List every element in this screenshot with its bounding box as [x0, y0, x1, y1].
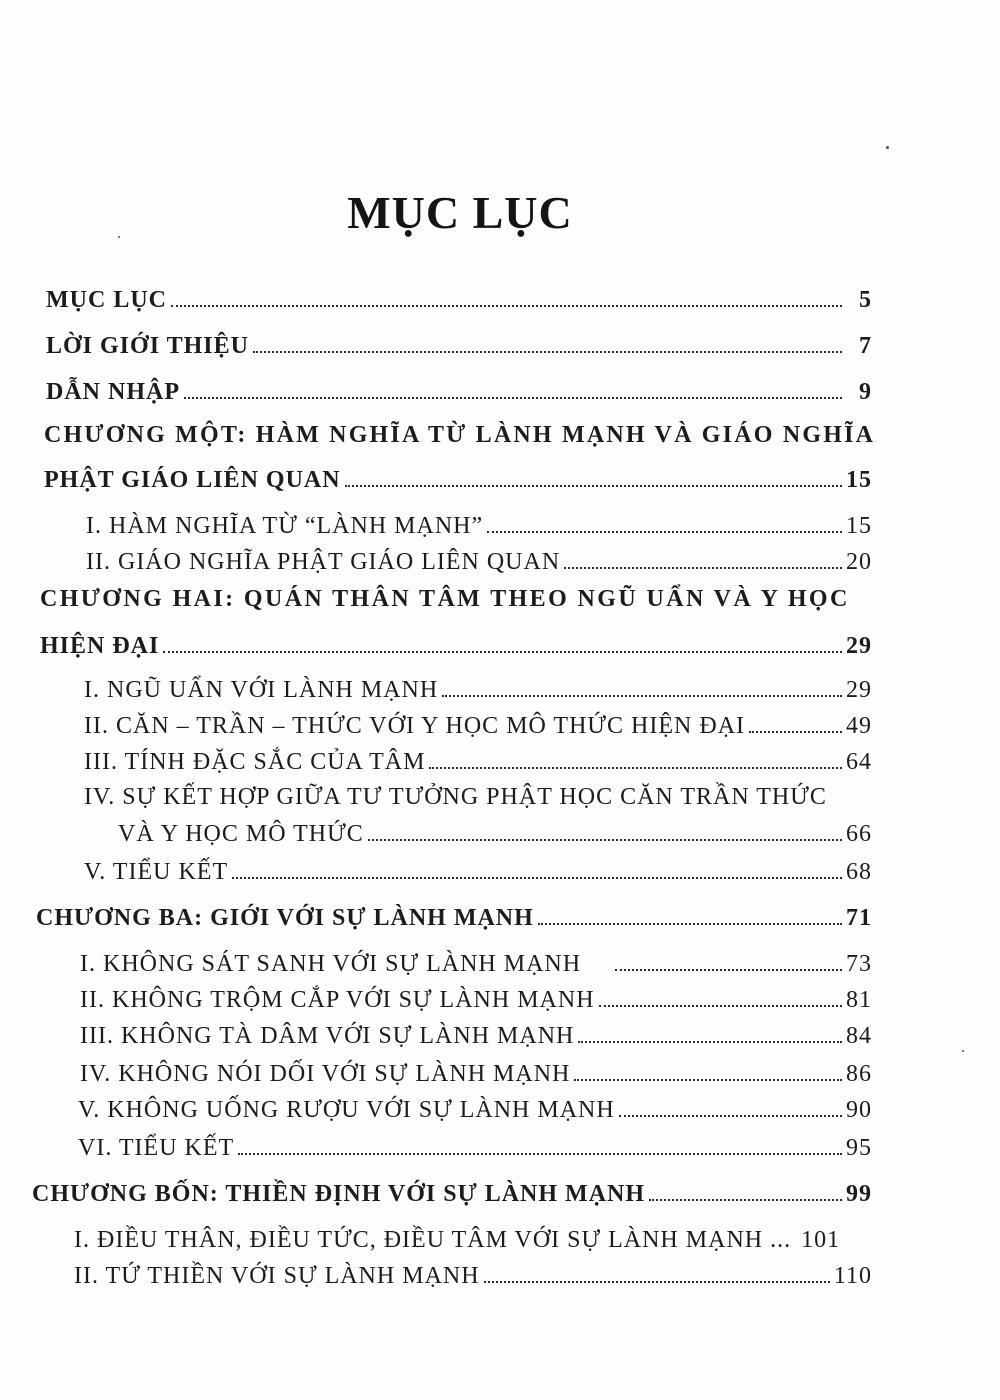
- toc-entry-title: I. NGŨ UẨN VỚI LÀNH MẠNH: [84, 677, 439, 703]
- toc-entry-title: V. KHÔNG UỐNG RƯỢU VỚI SỰ LÀNH MẠNH: [78, 1097, 615, 1123]
- toc-entry-title: II. TỨ THIỀN VỚI SỰ LÀNH MẠNH: [74, 1263, 480, 1289]
- toc-subentry[interactable]: [118, 814, 872, 848]
- dot-leader: [232, 877, 842, 879]
- toc-entry-page: 110: [833, 1263, 872, 1289]
- paper-speck: [962, 1050, 964, 1052]
- toc-subentry[interactable]: [80, 1016, 872, 1050]
- toc-subentry[interactable]: [78, 1090, 872, 1124]
- toc-entry-title: CHƯƠNG BA: GIỚI VỚI SỰ LÀNH MẠNH: [36, 905, 534, 931]
- toc-entry-page: 95: [846, 1135, 872, 1161]
- toc-subentry[interactable]: [78, 1128, 872, 1162]
- dot-leader: [564, 567, 842, 569]
- dot-leader: [238, 1153, 842, 1155]
- toc-subentry[interactable]: [84, 706, 872, 740]
- dot-leader: [368, 839, 842, 841]
- toc-entry-page: 90: [846, 1097, 872, 1123]
- toc-entry-loi-gioi-thieu[interactable]: [46, 326, 872, 360]
- paper-speck: [886, 146, 889, 149]
- toc-entry-title: I. HÀM NGHĨA TỪ “LÀNH MẠNH”: [86, 513, 484, 539]
- dot-leader: [171, 305, 842, 307]
- dot-leader: [429, 767, 842, 769]
- toc-entry-title: VÀ Y HỌC MÔ THỨC: [118, 821, 364, 847]
- toc-entry-page: 5: [859, 287, 872, 313]
- toc-entry-title: HIỆN ĐẠI: [40, 633, 160, 659]
- toc-subentry-line: IV. SỰ KẾT HỢP GIỮA TƯ TƯỞNG PHẬT HỌC CĂN TRẦN THỨC: [84, 784, 827, 810]
- dot-leader: [163, 651, 842, 653]
- dot-leader: [578, 1041, 842, 1043]
- toc-entry-page: 68: [846, 859, 872, 885]
- toc-entry-title: IV. KHÔNG NÓI DỐI VỚI SỰ LÀNH MẠNH: [80, 1061, 571, 1087]
- toc-entry-muc-luc[interactable]: [46, 280, 872, 314]
- dot-leader: [649, 1199, 842, 1201]
- toc-subentry[interactable]: [84, 670, 872, 704]
- toc-entry-page: 64: [846, 749, 872, 775]
- toc-entry-chuong-ba[interactable]: [36, 898, 872, 932]
- toc-subentry[interactable]: [84, 742, 872, 776]
- toc-entry-page: 29: [846, 677, 872, 703]
- toc-entry-page: 81: [846, 987, 872, 1013]
- toc-entry-title: CHƯƠNG BỐN: THIỀN ĐỊNH VỚI SỰ LÀNH MẠNH: [32, 1181, 646, 1207]
- toc-subentry[interactable]: [80, 1054, 872, 1088]
- paper-speck: [118, 236, 120, 238]
- toc-entry-page: 66: [846, 821, 872, 847]
- toc-entry-page: 49: [846, 713, 872, 739]
- toc-entry-page: 20: [846, 549, 872, 575]
- toc-entry-title: DẪN NHẬP: [46, 379, 180, 405]
- toc-subentry[interactable]: [74, 1256, 872, 1290]
- toc-entry-page: 73: [846, 951, 872, 977]
- toc-entry-title: PHẬT GIÁO LIÊN QUAN: [44, 467, 341, 493]
- toc-entry-title: I. ĐIỀU THÂN, ĐIỀU TỨC, ĐIỀU TÂM VỚI SỰ LÀNH MẠNH ...: [74, 1227, 792, 1253]
- toc-entry-chuong-bon[interactable]: [32, 1174, 872, 1208]
- toc-entry-title: III. TÍNH ĐẶC SẮC CỦA TÂM: [84, 749, 426, 775]
- toc-entry-page: 84: [846, 1023, 872, 1049]
- toc-chapter-heading-line: CHƯƠNG HAI: QUÁN THÂN TÂM THEO NGŨ UẨN VÀ Y HỌC: [40, 586, 850, 612]
- toc-subentry[interactable]: [86, 542, 872, 576]
- dot-leader: [345, 485, 842, 487]
- dot-leader: [615, 969, 842, 971]
- toc-entry-title: I. KHÔNG SÁT SANH VỚI SỰ LÀNH MẠNH: [80, 951, 582, 977]
- toc-entry-title: III. KHÔNG TÀ DÂM VỚI SỰ LÀNH MẠNH: [80, 1023, 575, 1049]
- toc-entry-title: II. CĂN – TRẦN – THỨC VỚI Y HỌC MÔ THỨC HIỆN ĐẠI: [84, 713, 746, 739]
- dot-leader: [574, 1079, 842, 1081]
- toc-entry-page: 86: [846, 1061, 872, 1087]
- toc-entry-dan-nhap[interactable]: [46, 372, 872, 406]
- dot-leader: [619, 1115, 842, 1117]
- toc-entry-page: 101: [801, 1227, 841, 1253]
- toc-entry-page: 29: [846, 633, 872, 659]
- toc-entry-chuong-mot[interactable]: [44, 460, 872, 494]
- dot-leader: [599, 1005, 842, 1007]
- dot-leader: [487, 531, 842, 533]
- toc-entry-page: 71: [846, 905, 872, 931]
- dot-leader: [538, 923, 842, 925]
- dot-leader: [253, 351, 842, 353]
- toc-entry-chuong-hai[interactable]: [40, 626, 872, 660]
- toc-entry-page: 99: [846, 1181, 872, 1207]
- dot-leader: [749, 731, 842, 733]
- page-title: MỤC LỤC: [347, 187, 573, 238]
- toc-entry-title: V. TIỂU KẾT: [84, 859, 229, 885]
- toc-entry-title: II. GIÁO NGHĨA PHẬT GIÁO LIÊN QUAN: [86, 549, 561, 575]
- toc-entry-page: 15: [846, 467, 872, 493]
- toc-entry-page: 9: [859, 379, 872, 405]
- toc-subentry[interactable]: [80, 980, 872, 1014]
- toc-entry-title: VI. TIỂU KẾT: [78, 1135, 235, 1161]
- dot-leader: [184, 397, 842, 399]
- toc-chapter-heading-line: CHƯƠNG MỘT: HÀM NGHĨA TỪ LÀNH MẠNH VÀ GIÁO NGHĨA: [44, 422, 876, 448]
- toc-subentry[interactable]: [74, 1220, 872, 1254]
- toc-entry-title: II. KHÔNG TRỘM CẮP VỚI SỰ LÀNH MẠNH: [80, 987, 595, 1013]
- toc-subentry[interactable]: [86, 506, 872, 540]
- toc-entry-page: 15: [846, 513, 872, 539]
- toc-subentry[interactable]: [80, 944, 872, 978]
- toc-entry-title: LỜI GIỚI THIỆU: [46, 333, 249, 359]
- dot-leader: [484, 1281, 830, 1283]
- toc-subentry[interactable]: [84, 852, 872, 886]
- toc-entry-page: 7: [859, 333, 872, 359]
- dot-leader: [442, 695, 842, 697]
- toc-entry-title: MỤC LỤC: [46, 287, 167, 313]
